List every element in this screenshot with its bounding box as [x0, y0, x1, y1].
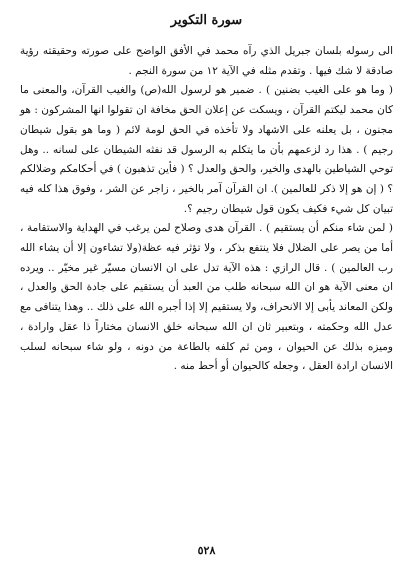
page-title: سورة التكوير — [170, 13, 243, 28]
paragraph-3: ( لمن شاء منكم أن يستقيم ) . القرآن هدى وصلاح لمن يرغب في الهداية والاستقامة ، أما من يصر على الضلال فلا ينتفع بذكر ، ولا تؤثر فيه عظة(ولا تشاءون إلا أن يشاء الله رب العالمين ) . قال الرازي : هذه الآية تدل على ان الانسان مسيّر غير مخيّر .. ويرده ان معنى الآية هو ان الله سبحانه طلب من العبد أن يستقيم على جادة الحق والعدل ، ولكن المعاند يأبى إلا الانحراف، ولا يستقيم إلا إذا أجبره الله على ذلك .. وهذا يتنافى مع عدل الله وحكمته ، وبتعبير ثان ان الله سبحانه خلق الانسان مختاراً ذا عقل وارادة ، وميزه بذلك عن الحيوان ، ومن ثم كلفه بالطاعة من دونه ، ولو شاء سبحانه لسلب الانسان ارادة العقل ، وجعله كالحيوان أو أحط منه . — [20, 222, 393, 373]
page-number: ٥٢٨ — [197, 544, 216, 557]
paragraph-2: ( وما هو على الغيب بضنين ) . ضمير هو لرسول الله(ص) والغيب القرآن، والمعنى ما كان محمد ليكتم القرآن ، ويسكت عن إعلان الحق مخافة ان تقولوا انها المشركون : هو مجنون ، بل يعلنه على الاشهاد ولا تأخذه في الحق لومة لائم ( وما هو بقول شيطان رجيم ) . هذا رد لزعمهم بأن ما يتكلم به الرسول قد نفثه الشيطان على لسانه .. وهل توحي الشياطين بالهدى والخير، والحق والعدل ؟ ( فأين تذهبون ) في أحكامكم وضلالكم ؟ ( إن هو إلا ذكر للعالمين ). ان القرآن آمر بالخير ، زاجر عن الشر ، وفوق هذا كله فيه تبيان كل شيء فكيف يكون قول شيطان رجيم ؟. — [20, 84, 393, 215]
paragraph-1: الى رسوله بلسان جبريل الذي رآه محمد في الأفق الواضح على صورته وحقيقته رؤية صادقة لا شك فيها . وتقدم مثله في الآية ١٢ من سورة النجم . — [20, 45, 393, 77]
body-text — [20, 42, 393, 377]
